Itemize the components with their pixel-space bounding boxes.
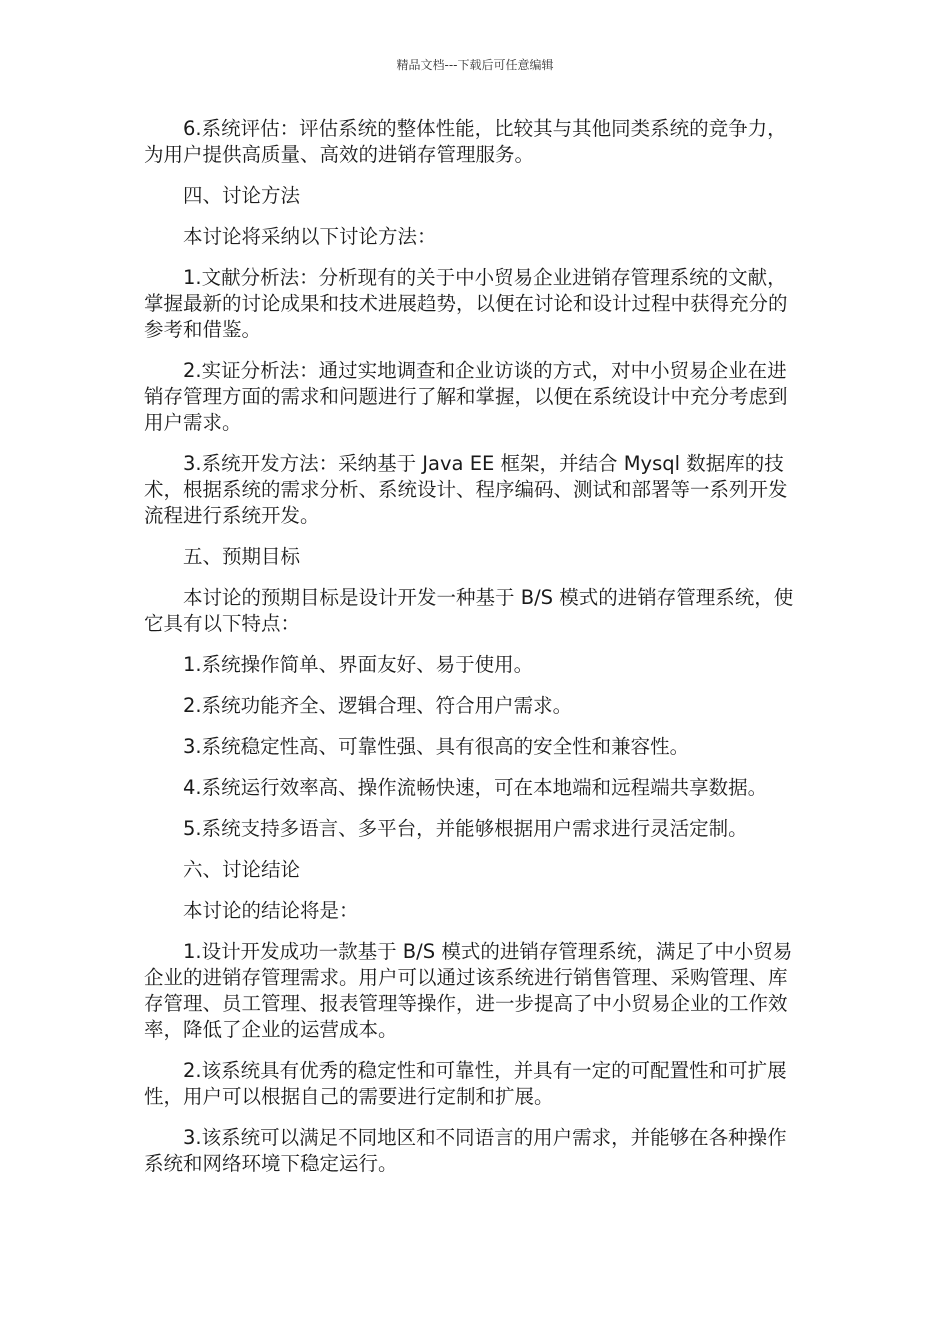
list-item-goal-1: 1.系统操作简单、界面友好、易于使用。 — [183, 653, 534, 676]
list-item-goal-3: 3.系统稳定性高、可靠性强、具有很高的安全性和兼容性。 — [183, 735, 690, 758]
list-item-goal-4: 4.系统运行效率高、操作流畅快速，可在本地端和远程端共享数据。 — [183, 776, 768, 799]
page-header: 精品文档---下载后可任意编辑 — [396, 58, 554, 72]
list-item-goal-2: 2.系统功能齐全、逻辑合理、符合用户需求。 — [183, 694, 573, 717]
paragraph-literature-analysis: 1.文献分析法：分析现有的关于中小贸易企业进销存管理系统的文献，掌握最新的讨论成果和技术进展趋势，以便在讨论和设计过程中获得充分的参考和借鉴。 — [144, 266, 788, 341]
list-item-goal-5: 5.系统支持多语言、多平台，并能够根据用户需求进行灵活定制。 — [183, 817, 748, 840]
list-item-conclusion-3: 3.该系统可以满足不同地区和不同语言的用户需求，并能够在各种操作系统和网络环境下稳定运行。 — [144, 1126, 787, 1175]
paragraph-conclusion-intro: 本讨论的结论将是： — [183, 899, 359, 922]
list-item-conclusion-1: 1.设计开发成功一款基于 B/S 模式的进销存管理系统，满足了中小贸易企业的进销存管理需求。用户可以通过该系统进行销售管理、采购管理、库存管理、员工管理、报表管理等操作，进一步提高了中小贸易企业的工作效率，降低了企业的运营成本。 — [144, 940, 793, 1041]
paragraph-system-evaluation: 6.系统评估：评估系统的整体性能，比较其与其他同类系统的竞争力，为用户提供高质量、高效的进销存管理服务。 — [144, 117, 787, 166]
paragraph-development-method: 3.系统开发方法：采纳基于 Java EE 框架，并结合 Mysql 数据库的技术，根据系统的需求分析、系统设计、程序编码、测试和部署等一系列开发流程进行系统开发。 — [144, 452, 788, 527]
paragraph-goals-intro: 本讨论的预期目标是设计开发一种基于 B/S 模式的进销存管理系统，使它具有以下特点： — [144, 586, 794, 635]
list-item-conclusion-2: 2.该系统具有优秀的稳定性和可靠性，并具有一定的可配置性和可扩展性，用户可以根据自己的需要进行定制和扩展。 — [144, 1059, 787, 1108]
document-body — [144, 116, 804, 1192]
section-heading-conclusion: 六、讨论结论 — [183, 858, 301, 881]
section-heading-goals: 五、预期目标 — [183, 545, 301, 568]
paragraph-empirical-analysis: 2.实证分析法：通过实地调查和企业访谈的方式，对中小贸易企业在进销存管理方面的需求和问题进行了解和掌握，以便在系统设计中充分考虑到用户需求。 — [144, 359, 788, 434]
section-heading-methods: 四、讨论方法 — [183, 184, 301, 207]
paragraph-methods-intro: 本讨论将采纳以下讨论方法： — [183, 225, 437, 248]
